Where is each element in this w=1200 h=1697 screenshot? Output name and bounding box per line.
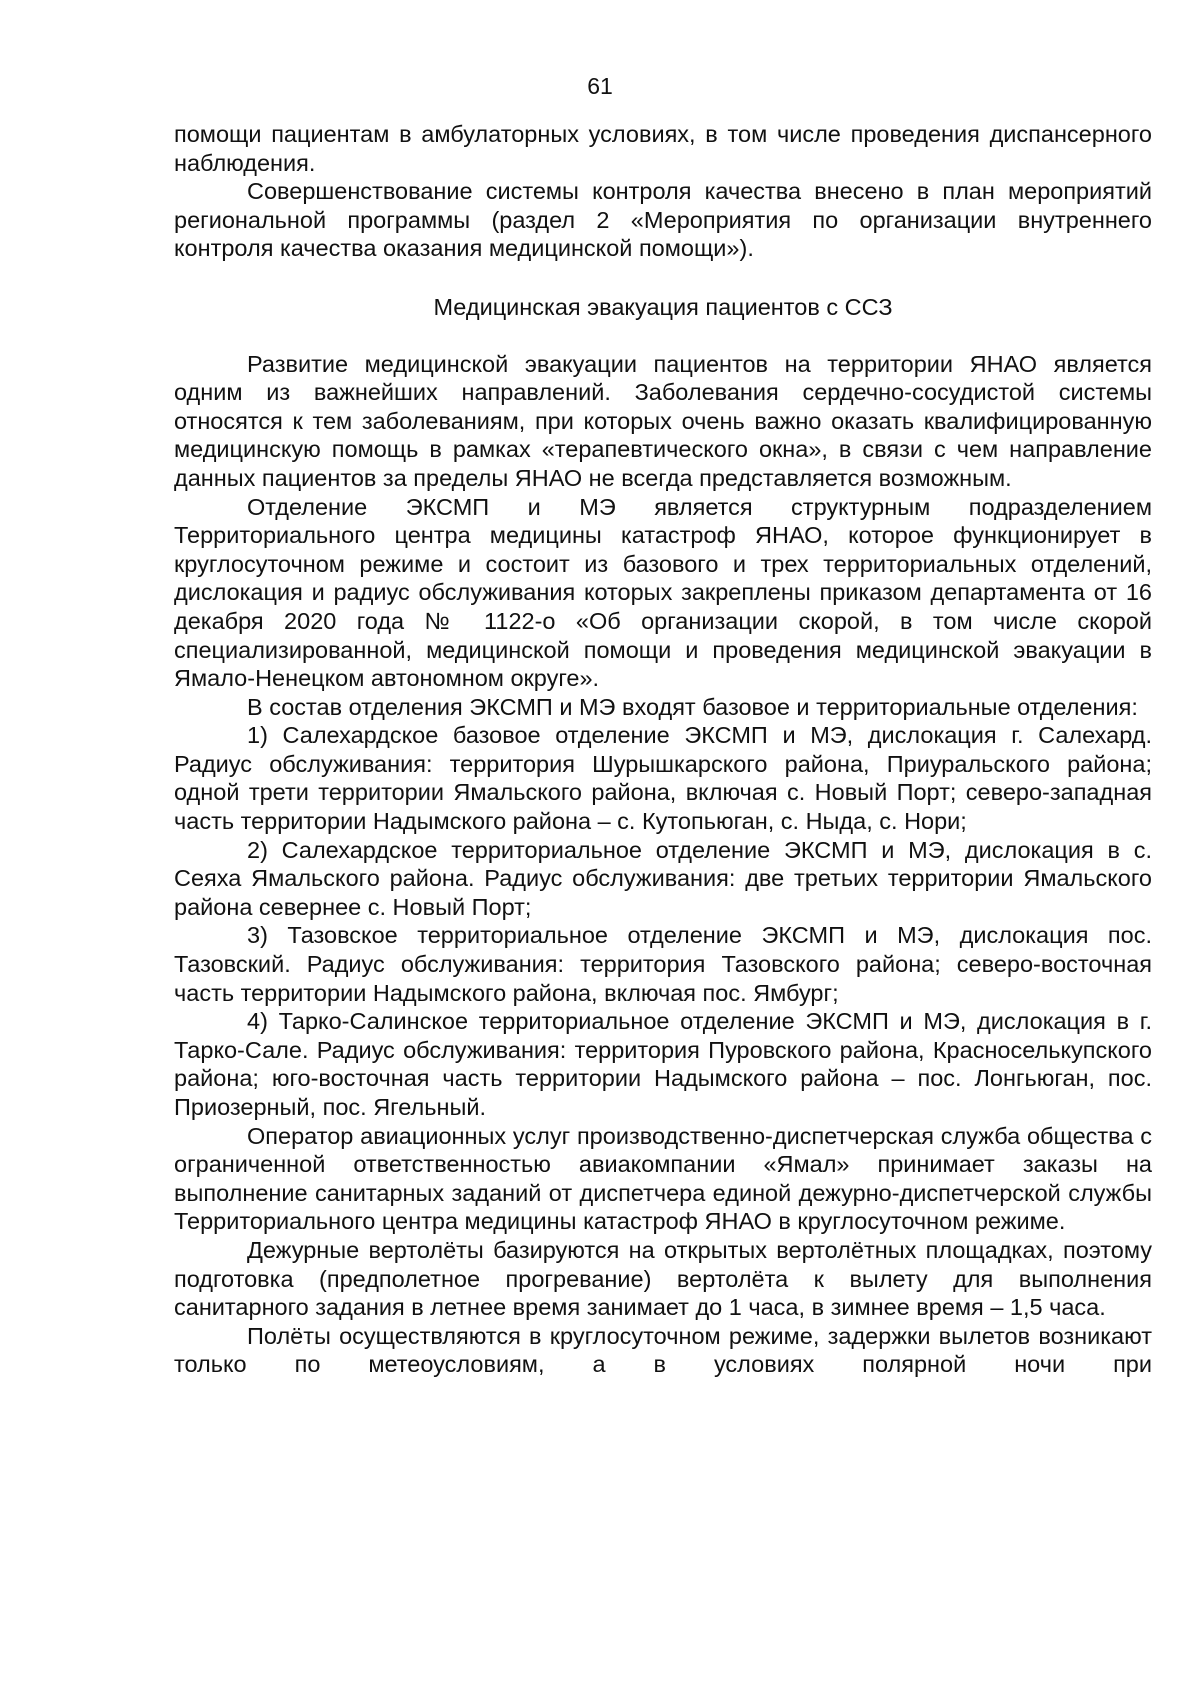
list-item-salekhard-base: 1) Салехардское базовое отделение ЭКСМП и МЭ, дислокация г. Салехард. Радиус обслуживания: территория Шурышкарского района, Приуральского района; одной трети территории Ямальского района, включая с. Новый Порт; северо-западная часть территории Надымского района – с. Кутопьюган, с. Ныда, с. Нори; [174,722,1152,835]
paragraph-flights: Полёты осуществляются в круглосуточном режиме, задержки вылетов возникают только по метеоусловиям, а в условиях полярной ночи при [174,1322,1152,1378]
list-item-tarko-sale: 4) Тарко-Салинское территориальное отделение ЭКСМП и МЭ, дислокация в г. Тарко-Сале. Радиус обслуживания: территория Пуровского района, Красноселькупского района; юго-восточная часть территории Надымского района – пос. Лонгьюган, пос. Приозерный, пос. Ягельный. [174,1008,1152,1120]
list-item-tazovsky: 3) Тазовское территориальное отделение ЭКСМП и МЭ, дислокация пос. Тазовский. Радиус обслуживания: территория Тазовского района; северо-восточная часть территории Надымского района, включая пос. Ямбург; [174,922,1152,1006]
paragraph-evacuation-development: Развитие медицинской эвакуации пациентов на территории ЯНАО является одним из важнейших направлений. Заболевания сердечно-сосудистой системы относятся к тем заболеваниям, при которых очень важно оказать квалифицированную медицинскую помощь в рамках «терапевтического окна», в связи с чем направление данных пациентов за пределы ЯНАО не всегда представляется возможным. [174,350,1152,491]
paragraph-helicopters: Дежурные вертолёты базируются на открытых вертолётных площадках, поэтому подготовка (предполетное прогревание) вертолёта к вылету для выполнения санитарного задания в летнее время занимает до 1 часа, в зимнее время – 1,5 часа. [174,1236,1152,1321]
list-item-salekhard-territorial: 2) Салехардское территориальное отделение ЭКСМП и МЭ, дислокация в с. Сеяха Ямальского района. Радиус обслуживания: две третьих территории Ямальского района севернее с. Новый Порт; [174,836,1152,920]
paragraph-quality-control: Совершенствование системы контроля качества внесено в план мероприятий региональной программы (раздел 2 «Мероприятия по организации внутреннего контроля качества оказания медицинской помощи»). [174,178,1152,262]
paragraph-department-composition: В состав отделения ЭКСМП и МЭ входят базовое и территориальные отделения: [247,693,1138,720]
paragraph-continuation: помощи пациентам в амбулаторных условиях, в том числе проведения диспансерного наблюдения. [174,121,1152,176]
document-body [174,120,1152,1379]
paragraph-aviation-operator: Оператор авиационных услуг производственно-диспетчерская служба общества с ограниченной ответственностью авиакомпании «Ямал» принимает заказы на выполнение санитарных заданий от диспетчера единой дежурно-диспетчерской службы Территориального центра медицины катастроф ЯНАО в круглосуточном режиме. [174,1122,1152,1235]
page-number: 61 [587,73,613,99]
section-title: Медицинская эвакуация пациентов с ССЗ [433,293,893,320]
paragraph-department-structure: Отделение ЭКСМП и МЭ является структурным подразделением Территориального центра медицины катастроф ЯНАО, которое функционирует в круглосуточном режиме и состоит из базового и трех территориальных отделений, дислокация и радиус обслуживания которых закреплены приказом департамента от 16 декабря 2020 года № 1122-о «Об организации скорой, в том числе скорой специализированной, медицинской помощи и проведения медицинской эвакуации в Ямало-Ненецком автономном округе». [174,493,1152,692]
